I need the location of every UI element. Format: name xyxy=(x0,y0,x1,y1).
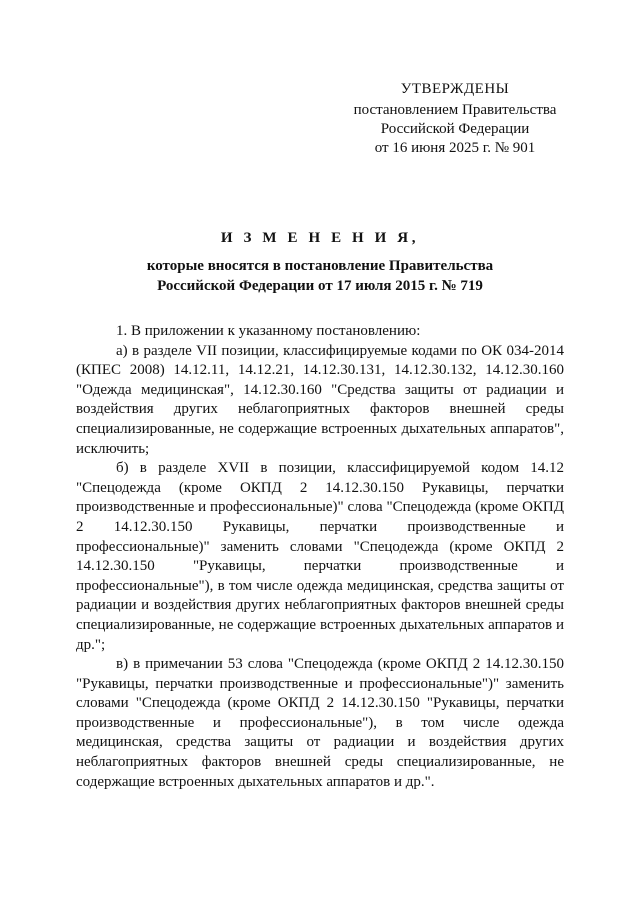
approval-line-1: постановлением Правительства xyxy=(353,102,557,118)
approval-heading: УТВЕРЖДЕНЫ xyxy=(400,81,510,97)
document-body xyxy=(76,322,564,792)
approval-line-3: от 16 июня 2025 г. № 901 xyxy=(374,140,536,156)
subtitle-line-2: Российской Федерации от 17 июля 2015 г. № 719 xyxy=(157,278,483,294)
paragraph-b: б) в разделе XVII в позиции, классифицируемой кодом 14.12 "Спецодежда (кроме ОКПД 2 14.12.30.150 Рукавицы, перчатки производственные и профессиональные)" слова "Спецодежда (кроме ОКПД 2 14.12.30.150 Рукавицы, перчатки производственные и профессиональные)" заменить словами "Спецодежда (кроме ОКПД 2 14.12.30.150 "Рукавицы, перчатки производственные и профессиональные"), в том числе одежда медицинская, средства защиты от радиации и воздействия других неблагоприятных факторов внешней среды специализированные, не содержащие встроенных дыхательных аппаратов и др."; xyxy=(76,460,564,653)
approval-line-2: Российской Федерации xyxy=(380,121,530,137)
paragraph-1: 1. В приложении к указанному постановлению: xyxy=(116,323,421,339)
document-title: И З М Е Н Е Н И Я, xyxy=(220,230,420,246)
document-subtitle xyxy=(60,256,580,296)
approval-stamp xyxy=(345,80,565,158)
subtitle-line-1: которые вносятся в постановление Правительства xyxy=(146,258,494,274)
paragraph-v: в) в примечании 53 слова "Спецодежда (кроме ОКПД 2 14.12.30.150 "Рукавицы, перчатки производственные и профессиональные")" заменить словами "Спецодежда (кроме ОКПД 2 14.12.30.150 "Рукавицы, перчатки производственные и профессиональные"), в том числе одежда медицинская, средства защиты от радиации и воздействия других неблагоприятных факторов внешней среды специализированные, не содержащие встроенных дыхательных аппаратов и др.". xyxy=(76,656,564,790)
document-title-block xyxy=(60,228,580,296)
paragraph-a: а) в разделе VII позиции, классифицируемые кодами по ОК 034-2014 (КПЕС 2008) 14.12.11, 14.12.21, 14.12.30.131, 14.12.30.132, 14.12.30.160 "Одежда медицинская", 14.12.30.160 "Средства защиты от радиации и воздействия других неблагоприятных факторов внешней среды специализированные, не содержащие встроенных дыхательных аппаратов", исключить; xyxy=(76,342,564,457)
